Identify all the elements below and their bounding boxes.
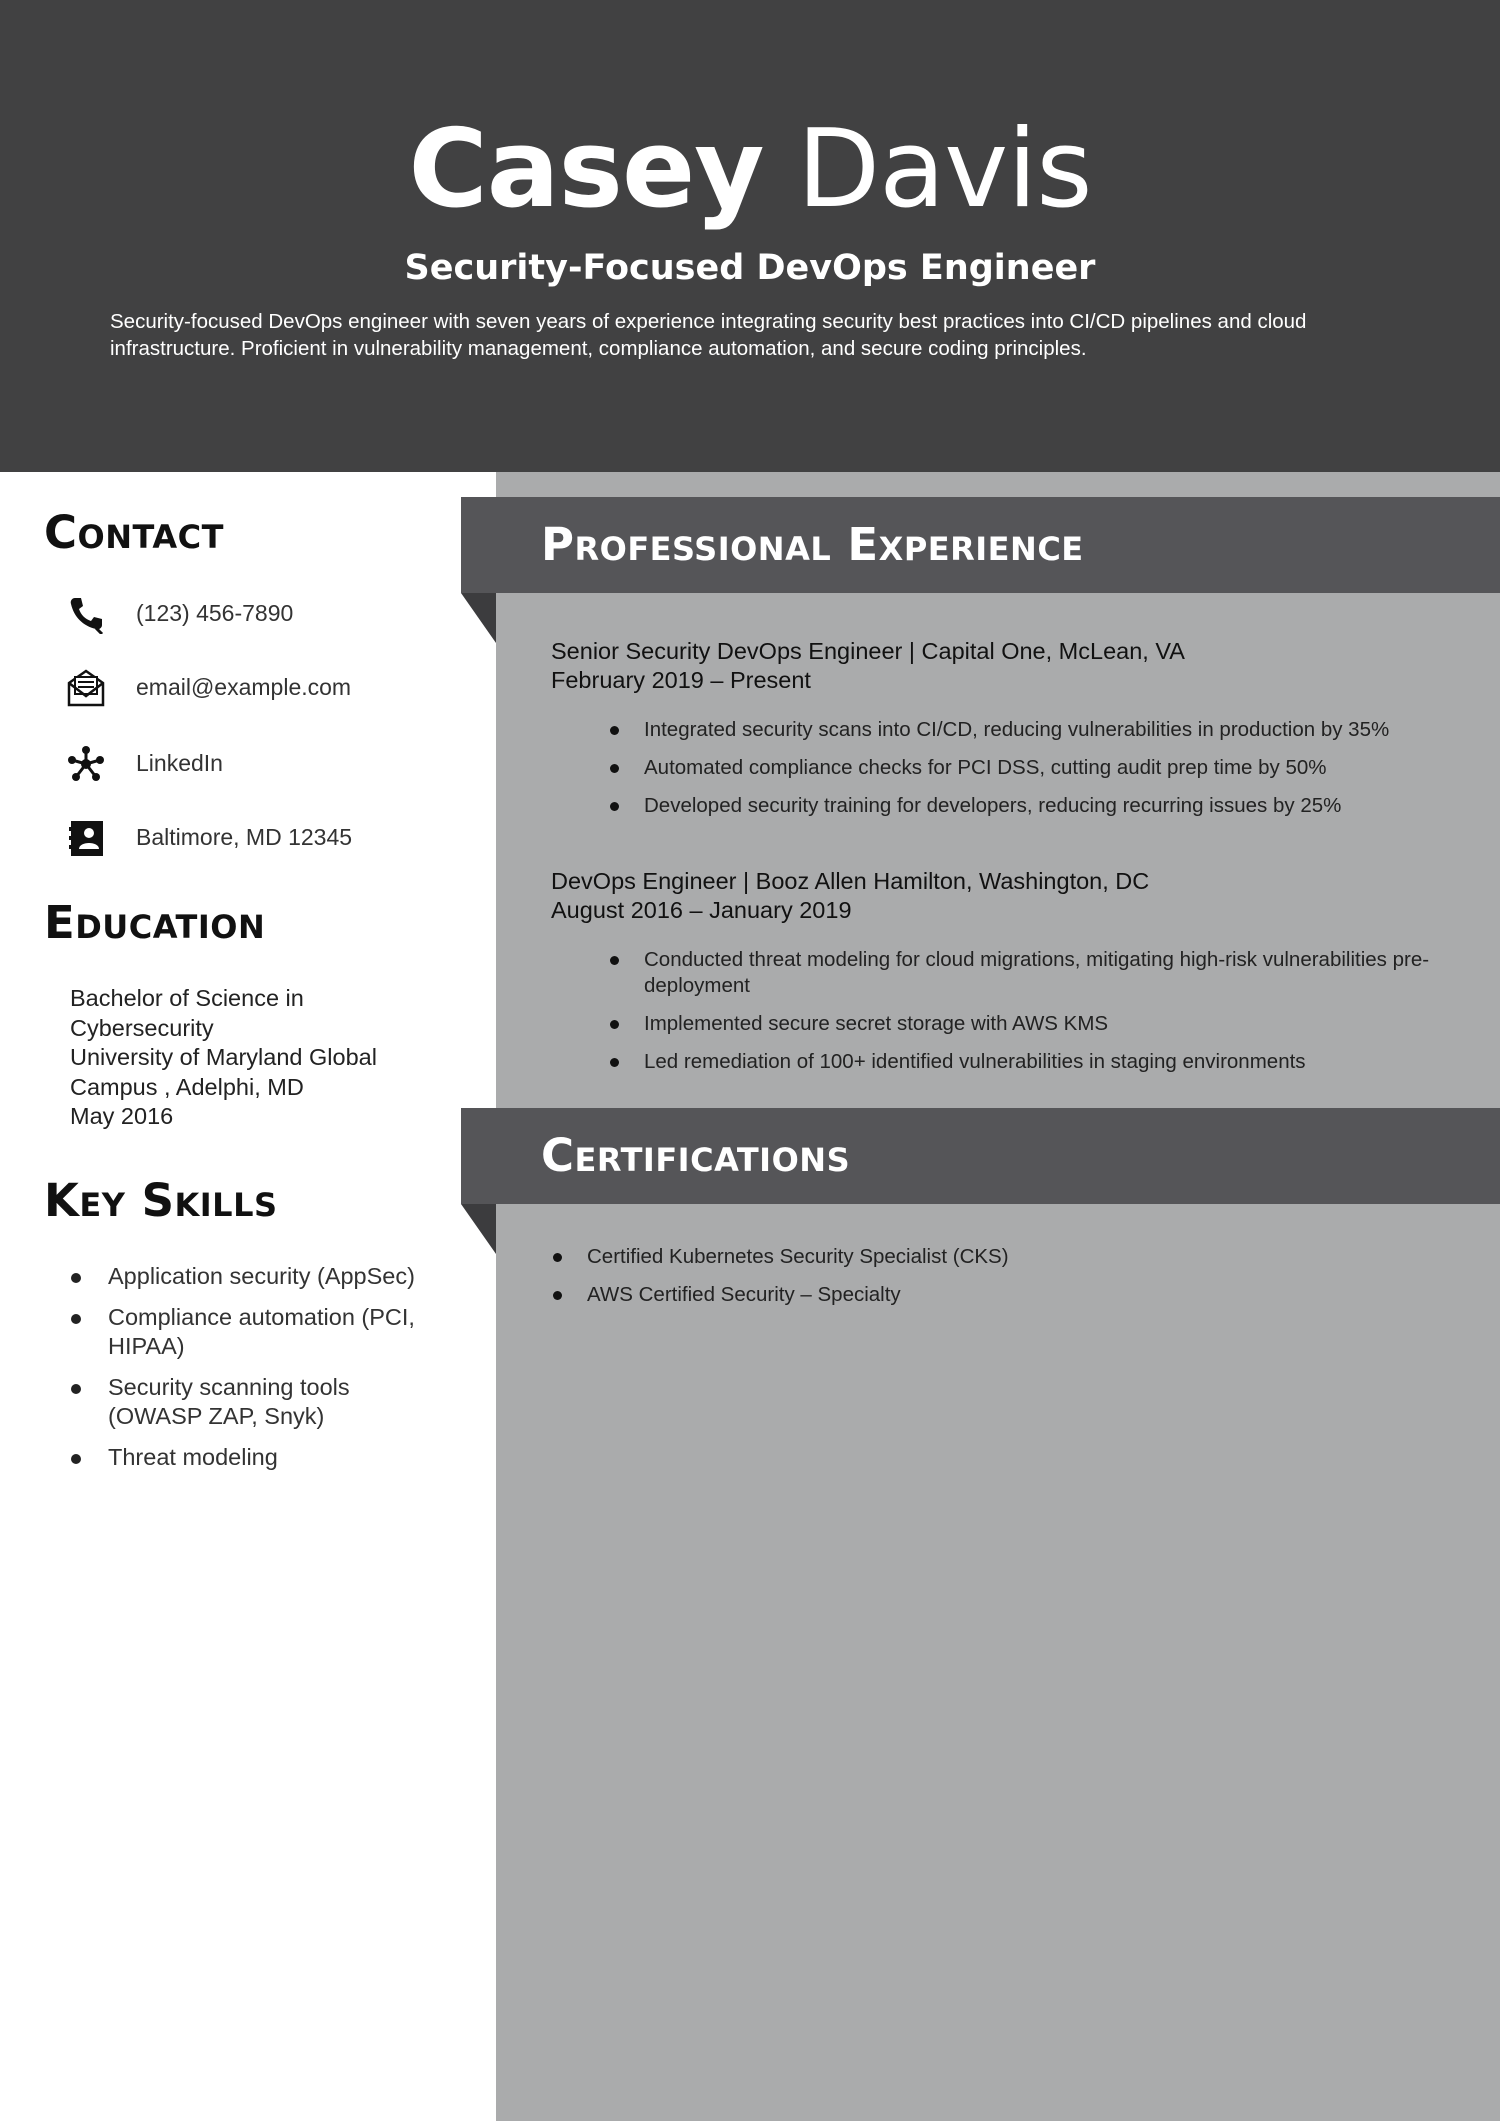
bullet-icon: [71, 1384, 81, 1394]
job-bullet: Developed security training for developers, reducing recurring issues by 25%: [608, 793, 1463, 819]
skills-section-title: Key Skills: [44, 1174, 278, 1227]
first-name: Casey: [408, 107, 764, 232]
phone-icon: [66, 594, 106, 634]
contact-section-title: Contact: [44, 506, 224, 559]
bullet-icon: [553, 1253, 562, 1262]
contact-linkedin: [66, 740, 466, 786]
contact-location: [66, 814, 466, 860]
bullet-icon: [610, 802, 619, 811]
bullet-icon: [553, 1291, 562, 1300]
job-bullets: [608, 717, 1463, 831]
resume-header: [0, 0, 1500, 472]
job-role-line: DevOps Engineer | Booz Allen Hamilton, Washington, DC: [551, 868, 1150, 894]
professional-summary: Security-focused DevOps engineer with seven years of experience integrating security best practices into CI/CD pipelines and cloud infrastructure. Proficient in vulnerability management, compliance automation, and secure coding principles.: [110, 310, 1307, 360]
skills-list: [66, 1262, 446, 1483]
skill-item: Compliance automation (PCI, HIPAA): [66, 1303, 446, 1362]
banner-fold-shape: [461, 1204, 496, 1254]
contact-phone: [66, 590, 466, 636]
bullet-icon: [71, 1314, 81, 1324]
experience-section-title: Professional Experience: [541, 518, 1084, 571]
bullet-icon: [610, 1020, 619, 1029]
bullet-icon: [610, 764, 619, 773]
address-book-icon: [66, 818, 106, 858]
skill-item: Security scanning tools (OWASP ZAP, Snyk): [66, 1373, 446, 1432]
job-role-line: Senior Security DevOps Engineer | Capital One, McLean, VA: [551, 638, 1185, 664]
job-bullet: Automated compliance checks for PCI DSS, cutting audit prep time by 50%: [608, 755, 1463, 781]
bullet-icon: [610, 726, 619, 735]
skill-item: Application security (AppSec): [66, 1262, 446, 1292]
last-name: Davis: [796, 107, 1092, 232]
network-icon: [66, 744, 106, 784]
bullet-icon: [610, 1058, 619, 1067]
certifications-banner: [461, 1108, 1500, 1204]
certification-item: AWS Certified Security – Specialty: [551, 1282, 1451, 1308]
graduation-date: May 2016: [70, 1103, 174, 1129]
banner-fold-shape: [461, 593, 496, 643]
bullet-icon: [71, 1454, 81, 1464]
experience-banner: [461, 497, 1500, 593]
job-headline: Security-Focused DevOps Engineer: [404, 248, 1096, 288]
job-header: [551, 867, 1451, 925]
job-bullet: Conducted threat modeling for cloud migrations, mitigating high-risk vulnerabilities pre-deployment: [608, 947, 1463, 999]
candidate-name: [0, 105, 1500, 235]
job-bullets: [608, 947, 1463, 1087]
bullet-icon: [71, 1273, 81, 1283]
contact-email: [66, 664, 466, 710]
job-bullet: Led remediation of 100+ identified vulnerabilities in staging environments: [608, 1049, 1463, 1075]
certification-item: Certified Kubernetes Security Specialist (CKS): [551, 1244, 1451, 1270]
skill-item: Threat modeling: [66, 1443, 446, 1473]
education-section-title: Education: [44, 896, 266, 949]
degree: Bachelor of Science in Cybersecurity: [70, 985, 304, 1041]
job-bullet: Implemented secure secret storage with AWS KMS: [608, 1011, 1463, 1037]
location-text: Baltimore, MD 12345: [136, 824, 353, 850]
school: University of Maryland Global Campus , Adelphi, MD: [70, 1044, 377, 1100]
job-dates: August 2016 – January 2019: [551, 897, 852, 923]
job-dates: February 2019 – Present: [551, 667, 811, 693]
certifications-section-title: Certifications: [541, 1129, 851, 1182]
envelope-icon: [66, 668, 106, 708]
bullet-icon: [610, 956, 619, 965]
job-bullet: Integrated security scans into CI/CD, reducing vulnerabilities in production by 35%: [608, 717, 1463, 743]
linkedin-link[interactable]: LinkedIn: [136, 750, 223, 776]
email-link[interactable]: email@example.com: [136, 674, 352, 700]
education-entry: [70, 984, 430, 1132]
certifications-list: [551, 1244, 1451, 1320]
phone-number: (123) 456-7890: [136, 600, 294, 626]
job-header: [551, 637, 1451, 695]
